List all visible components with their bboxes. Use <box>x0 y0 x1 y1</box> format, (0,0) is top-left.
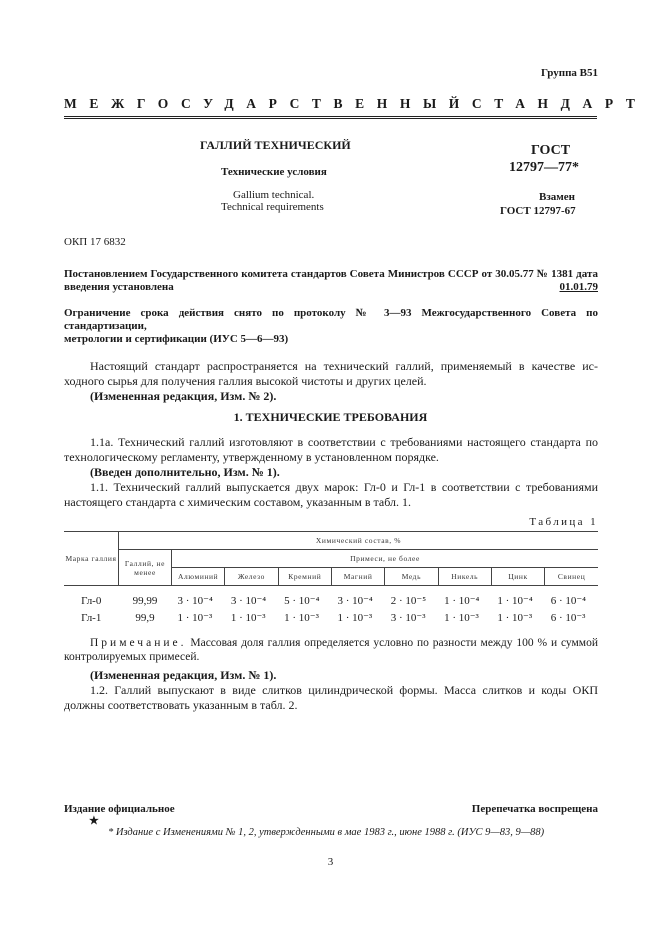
header-impurity: Железо <box>225 568 278 586</box>
okp-code: ОКП 17 6832 <box>64 236 126 248</box>
table-row <box>64 586 598 610</box>
note-line-2: контролируемых примесей. <box>64 651 200 663</box>
note-amendment: (Измененная редакция, Изм. № 1). <box>90 668 277 682</box>
header-impurity: Магний <box>331 568 384 586</box>
cell-impurity: 1 · 10⁻³ <box>497 612 533 624</box>
cell-impurity: 1 · 10⁻⁴ <box>497 595 533 607</box>
clause-1-1a <box>64 435 598 510</box>
section-heading: 1. ТЕХНИЧЕСКИЕ ТРЕБОВАНИЯ <box>233 410 428 424</box>
edition-footnote: * Издание с Изменениями № 1, 2, утвержденными в мае 1983 г., июне 1988 г. (ИУС 9—83, 9—88) <box>108 827 545 838</box>
clause-1-1a-line-2: технологическому регламенту, утвержденному в установленном порядке. <box>64 450 439 464</box>
star-icon: ★ <box>89 815 99 827</box>
header-impurity: Никель <box>438 568 491 586</box>
table-note <box>64 636 598 664</box>
banner-word-interstate: МЕЖГОСУДАРСТВЕННЫЙ <box>64 96 472 111</box>
limit-line-2: метрологии и сертификации (ИУС 5—6—93) <box>64 333 289 345</box>
header-gallium: Галлий, не менее <box>119 550 172 586</box>
table-caption: Таблица 1 <box>529 516 598 528</box>
cell-impurity: 1 · 10⁻³ <box>337 612 373 624</box>
replaces-standard: ГОСТ 12797-67 <box>500 205 576 217</box>
limit-line-1: Ограничение срока действия снято по протоколу № 3—93 Межгосударственного Совета по стандартизации, <box>64 307 598 332</box>
clause-1-1a-amendment: (Введен дополнительно, Изм. № 1). <box>90 465 280 479</box>
header-chemical-composition: Химический состав, % <box>119 532 599 550</box>
cell-impurity: 5 · 10⁻⁴ <box>284 595 320 607</box>
note-line-1: Массовая доля галлия определяется условно по разности между 100 % и суммой <box>186 637 598 649</box>
cell-impurity: 6 · 10⁻³ <box>550 612 586 624</box>
introduction-date: 01.01.79 <box>559 281 598 293</box>
cell-impurity: 6 · 10⁻⁴ <box>550 595 586 607</box>
clause-1-2-line-2: должны соответствовать указанным в табл. 2. <box>64 698 298 712</box>
page-number: 3 <box>327 856 334 868</box>
cell-impurity: 3 · 10⁻⁴ <box>177 595 213 607</box>
cell-impurity: 1 · 10⁻⁴ <box>444 595 480 607</box>
english-subtitle: Technical requirements <box>221 201 324 213</box>
clause-1-1-line-1: 1.1. Технический галлий выпускается двух марок: Гл-0 и Гл-1 в соответствии с требованиями <box>90 480 598 494</box>
cell-impurity: 1 · 10⁻³ <box>230 612 266 624</box>
header-rule-top <box>64 116 597 117</box>
decree-line-2: введения установлена <box>64 281 174 293</box>
cell-impurity: 3 · 10⁻³ <box>390 612 426 624</box>
scope-line-2: ходного сырья для получения галлия высокой чистоты и других целей. <box>64 374 427 388</box>
cell-grade: Гл-0 <box>81 594 102 607</box>
cell-gallium: 99,9 <box>135 611 155 624</box>
scope-paragraph <box>64 359 598 404</box>
cell-gallium: 99,99 <box>132 594 158 607</box>
header-impurity: Медь <box>385 568 438 586</box>
cell-impurity: 1 · 10⁻³ <box>444 612 479 624</box>
reprint-prohibited: Перепечатка воспрещена <box>471 803 598 815</box>
group-code: Группа В51 <box>540 67 598 79</box>
header-impurity: Свинец <box>545 568 598 586</box>
cell-impurity: 2 · 10⁻⁵ <box>390 595 427 607</box>
banner-word-standard: СТАНДАРТ <box>471 96 648 111</box>
header-rule-bottom <box>64 118 597 119</box>
cell-impurity: 1 · 10⁻³ <box>284 612 319 624</box>
english-title: Gallium technical. <box>233 189 315 201</box>
header-impurities: Примеси, не более <box>172 550 599 568</box>
table-row <box>64 609 598 626</box>
chemical-composition-table <box>64 531 598 626</box>
scope-amendment: (Измененная редакция, Изм. № 2). <box>90 389 277 403</box>
clause-1-2 <box>64 668 598 713</box>
cell-impurity: 3 · 10⁻⁴ <box>230 595 267 607</box>
header-impurity: Цинк <box>491 568 544 586</box>
header-grade: Марка галлия <box>64 532 119 586</box>
header-impurity: Кремний <box>278 568 331 586</box>
cell-impurity: 1 · 10⁻³ <box>177 612 213 624</box>
scope-line-1: Настоящий стандарт распространяется на технический галлий, применяемый в качестве ис- <box>90 359 598 373</box>
replaces-label: Взамен <box>539 191 575 203</box>
gost-number: 12797—77* <box>509 160 579 175</box>
cell-impurity: 3 · 10⁻⁴ <box>337 595 373 607</box>
validity-limit-block <box>64 307 598 346</box>
clause-1-1a-line-1: 1.1а. Технический галлий изготовляют в соответствии с требованиями настоящего стандарта по <box>90 435 598 449</box>
decree-line-1: Постановлением Государственного комитета стандартов Совета Министров СССР от 30.05.77 № 1381 дата <box>64 268 598 280</box>
document-subtitle: Технические условия <box>221 166 327 178</box>
official-edition: Издание официальное <box>64 803 175 815</box>
gost-label: ГОСТ <box>531 143 571 158</box>
standard-banner <box>64 96 648 112</box>
document-title: ГАЛЛИЙ ТЕХНИЧЕСКИЙ <box>200 138 351 152</box>
header-impurity: Алюминий <box>172 568 225 586</box>
cell-grade: Гл-1 <box>81 611 102 624</box>
note-label: Примечание. <box>90 637 187 649</box>
clause-1-2-line-1: 1.2. Галлий выпускают в виде слитков цилиндрической формы. Масса слитков и коды ОКП <box>90 683 598 697</box>
decree-block <box>64 268 598 294</box>
clause-1-1-line-2: настоящего стандарта с химическим составом, указанным в табл. 1. <box>64 495 412 509</box>
